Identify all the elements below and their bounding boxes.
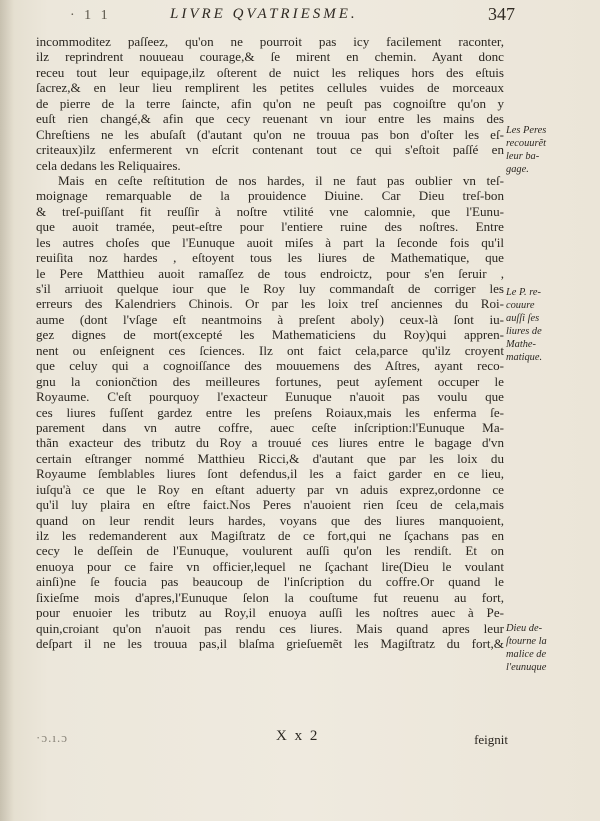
text-line: qu'il luy plaira en eſtre faict.Nos Peres n'auoient rien ſceu de cela,mais: [36, 497, 504, 513]
signature-mark: X x 2: [276, 728, 320, 744]
margin-note-line: recouurẽt: [506, 138, 547, 149]
text-line: le Pere Matthieu auoit ramaſſez de tous endroictz, pour s'en ſeruir ,: [36, 265, 504, 281]
text-line: ainſi)ne ſe foucia pas beaucoup de l'inſcription du coffre.Or quand le: [36, 574, 504, 590]
text-line: certain eſtranger nommé Matthieu Ricci,& d'autant que par les loix du: [36, 450, 504, 466]
page-header: [70, 4, 515, 28]
text-line: ſixieſme mois d'apres,l'Eunuque ſelon la couſtume fut reuenu au fort,: [36, 589, 504, 605]
margin-note-line: matique.: [506, 352, 543, 363]
text-line: ilz les redemanderent aux Magiſtratz de ce fort,qui ne ſçachans pas en: [36, 528, 504, 543]
text-line: Mais en ceſte reſtitution de nos hardes, il ne faut pas oublier vn teſ-: [58, 172, 504, 188]
text-line: s'il arriuoit quelque iour que le Roy luy commandaſt de corriger les: [36, 281, 504, 296]
text-line: Chreſtiens ne les abuſaſt (d'autant qu'on ne trouua pas bon d'oſter les eſ-: [36, 126, 504, 142]
text-line: thãn exacteur des tributz du Roy a trouué ces liures entre le bagage d'vn: [36, 435, 504, 451]
margin-note-line: gage.: [506, 164, 529, 175]
header-ornament: · 1 1: [70, 8, 111, 23]
text-line: reuiſita noz hardes , eſtoyent tous les liures de Mathematique, que: [36, 250, 504, 266]
text-line: ſacrez,& en leur lieu remplirent les petites cellules vuides de morceaux: [36, 80, 504, 96]
page-gutter-shadow: [0, 0, 14, 821]
text-line: que auoit tramée, peut-eſtre pour l'entiere ruine des noſtres. Entre: [36, 219, 504, 235]
text-line: de pierre de la terre ſaincte, afin qu'on ne peuſt pas cognoiſtre qu'on y: [36, 95, 504, 111]
text-line: parement dans vn autre coffre, auec ceſte inſcription:l'Eunuque Ma-: [36, 419, 504, 435]
margin-note-liures: [506, 286, 596, 364]
text-line: criteaux)ilz enfermerent vn eſcrit contenant tout ce qui s'eſtoit paſſé en: [36, 142, 504, 158]
margin-note-line: l'eunuque: [506, 662, 547, 673]
text-line: incommoditez paſſeez, qu'on ne pourroit pas icy facilement raconter,: [36, 34, 504, 49]
running-title: LIVRE QVATRIESME.: [170, 6, 358, 22]
margin-note-dieu: [506, 622, 596, 674]
text-line: enuoya pour ce faire vn officier,lequel ne ſçachant lire(Dieu le voulant: [36, 558, 504, 574]
margin-note-line: Dieu de-: [506, 623, 543, 634]
catchword: feignit: [474, 732, 508, 747]
text-line: pour enuoier les tributz au Roy,il enuoya auſſi les noſtres auec à Pe-: [36, 605, 504, 621]
text-line: iuſqu'à ce que le Roy en eſtant aduerty par vn aduis exprez,ordonne ce: [36, 481, 504, 497]
text-line: ces liures fuſſent gardez entre les preſens Roiaux,mais les enferma ſe-: [36, 404, 504, 420]
margin-note-line: Le P. re-: [506, 287, 541, 298]
text-line: cela dedans les Reliquaires.: [36, 157, 181, 173]
text-line: aume (dont l'vſage eſt neantmoins à preſent aboly) ceux-là ſont iu-: [36, 311, 504, 327]
text-line: les autres choſes que l'Eunuque auoit miſes à part la ſeconde fois qu'il: [36, 234, 504, 250]
margin-notes: [506, 0, 596, 821]
margin-note-line: Les Peres: [506, 125, 547, 136]
footer-ornament: ·ɔ.ı.ɔ: [36, 730, 68, 745]
text-line: & treſ-puiſſant fit reuſſir à noſtre vtilité vne calomnie, que l'Eunu-: [36, 203, 504, 219]
text-line: erreurs des Kalendriers Chinois. Or par les loix treſ anciennes du Roi-: [36, 296, 504, 312]
margin-note-line: couure: [506, 300, 535, 311]
text-line: euſt rien changé,& afin que cecy reuenant vn iour entre les mains des: [36, 111, 504, 127]
text-line: gnu la coniončtion des meilleures fortunes, peut ayſement occuper le: [36, 373, 504, 389]
margin-note-line: Mathe-: [506, 339, 537, 350]
text-line: nent ou enſeignent ces ſciences. Ilz ont faict cela,parce qu'ilz croyent: [36, 342, 504, 358]
text-line: quin,croiant qu'on n'auoit pas rendu ces liures. Mais quand apres leur: [36, 620, 504, 636]
text-line: Royaume. C'eſt pourquoy l'exacteur Eunuque n'auoit pas voulu que: [36, 389, 504, 405]
text-line: deſpart il ne les trouua pas,il blaſma grieſuemẽt les Magiſtratz du fort,&: [36, 636, 504, 652]
page-footer: [36, 728, 506, 752]
margin-note-line: ſtourne la: [506, 636, 547, 647]
text-line: cecy le deſſein de l'Eunuque, voulurent auſſi qu'on les rendiſt. Et on: [36, 543, 504, 559]
text-line: Royaume ſemblables liures ſont defendus,il les a faict garder en ce lieu,: [36, 466, 504, 482]
text-line: gez dignes de mort(excepté les Mathematiciens du Roy)qui appren-: [36, 327, 504, 343]
page-number: 347: [488, 4, 515, 24]
margin-note-line: leur ba-: [506, 151, 540, 162]
margin-note-line: liures de: [506, 326, 542, 337]
body-text: [36, 34, 504, 784]
text-line: ilz reprindrent nouueau courage,& ſe mirent en chemin. Ayant donc: [36, 49, 504, 65]
margin-note-peres: [506, 124, 596, 176]
text-line: quand on leur rendit leurs hardes, voyans que des liures manquoient,: [36, 512, 504, 528]
margin-note-line: malice de: [506, 649, 547, 660]
text-line: receu tout leur equipage,ilz oſterent de nuict les reliques hors des eſtuis: [36, 64, 504, 80]
text-line: moignage remarquable de la prouidence Diuine. Car Dieu treſ-bon: [36, 188, 504, 204]
margin-note-line: auſſi ſes: [506, 313, 540, 324]
text-line: que celuy qui a cognoiſſance des mouuemens des Aſtres, ayant reco-: [36, 358, 504, 374]
